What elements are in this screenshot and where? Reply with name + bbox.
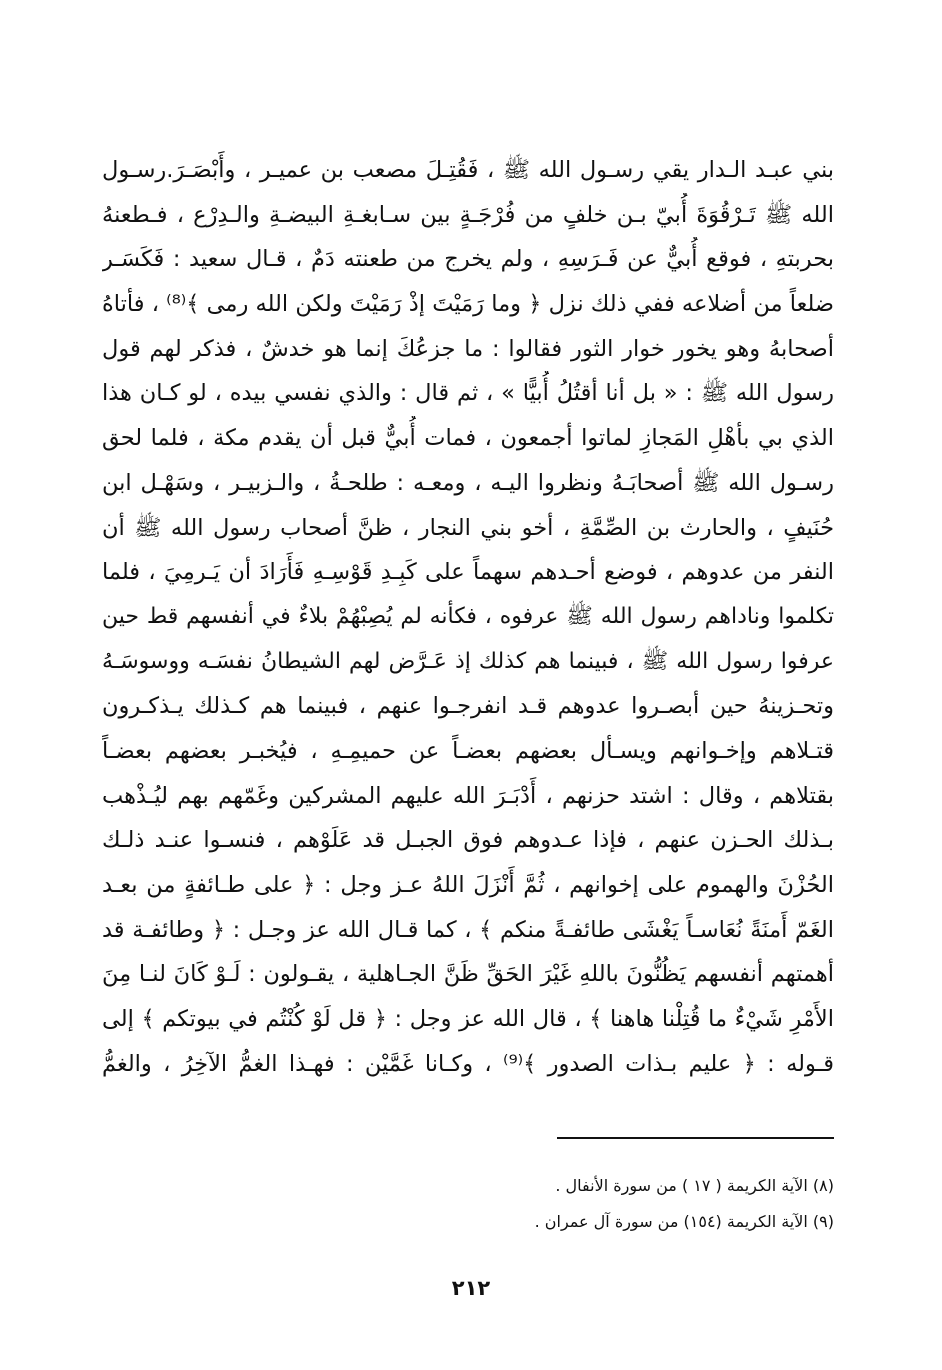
text-line: قتـلاهم وإخـوانهم ويسـأل بعضهم بعضـاً عن حميمِـهِ ، فيُخبـر بعضهم بعضـاً bbox=[102, 737, 834, 764]
text-line: وتحـزينهُ حين أبصـروا عدوهم قـد انفرجـوا عنهم ، فبينما هم كـذلك يـذكـرون bbox=[102, 693, 834, 720]
text-line: قـوله : ﴿ عليم بـذات الصدور ﴾⁽⁹⁾ ، وكـانا غَمَّيْن : فهـذا الغمُّ الآخِرُ ، والغمُّ bbox=[102, 1050, 834, 1077]
text-line: الحُزْنَ والهموم على إخوانهم ، ثُمَّ أَنْزَلَ اللهُ عـز وجل : ﴿ على طـائفةٍ من بعـد bbox=[102, 872, 834, 898]
page-number: ٢١٢ bbox=[451, 1276, 491, 1300]
footnote-9: (٩) الآية الكريمة (١٥٤) من سورة آل عمران . bbox=[534, 1212, 834, 1231]
text-line: حُنَيفٍ ، والحارث بن الصِّمَّةِ ، أخو بني النجار ، ظنَّ أصحاب رسول الله ﷺ أن bbox=[102, 514, 834, 541]
footnote-separator bbox=[557, 1137, 834, 1139]
text-line: عرفوا رسول الله ﷺ ، فبينما هم كذلك إذ عَـرَّض لهم الشيطانُ نفسَـه ووسوسَـهُ bbox=[102, 648, 834, 674]
text-line: تكلموا وناداهم رسول الله ﷺ عرفوه ، فكأنه لم يُصِبْهُمْ بلاءٌ في أنفسهم قط حين bbox=[102, 603, 834, 629]
text-line: النفر من عدوهم ، فوضع أحـدهم سهماً على كَبِـدِ قَوْسِـهِ فَأَرَادَ أن يَـرمِيَ ، فلما bbox=[102, 559, 834, 586]
text-line: الغَمّ أَمنَةً نُعَاسـاً يَغْشَى طائفـةً منكم ﴾ ، كما قـال الله عز وجـل : ﴿ وطائفـة قد bbox=[102, 916, 834, 943]
text-line: بني عبـد الـدار يقي رسـول الله ﷺ ، فَقُتِـلَ مصعب بن عميـر ، وأَبْصَـرَ.رسـول bbox=[102, 157, 834, 183]
text-line: بقتلاهم ، وقال : اشتد حزنهم ، أَدْبَـرَ الله عليهم المشركين وغَمّهم بهم ليُـذْهب bbox=[102, 782, 834, 809]
text-line: الذي بي بأهْلِ المَجازِ لماتوا أجمعون ، فمات أُبيٌّ قبل أن يقدم مكة ، فلما لحق bbox=[102, 425, 834, 452]
text-line: بحربتهِ ، فوقع أُبيٌّ عن فَـرَسِهِ ، ولم يخرج من طعنته دَمٌ ، قـال سعيد : فَكَسَـر bbox=[102, 246, 834, 273]
text-line: بـذلك الحـزن عنهم ، فإذا عـدوهم فوق الجبـل قد عَلَوْهم ، فنسـوا عنـد ذلـك bbox=[102, 827, 834, 854]
text-line: ضلعاً من أضلاعه ففي ذلك نزل ﴿ وما رَمَيْتَ إذْ رَمَيْتَ ولكن الله رمى ﴾⁽⁸⁾ ، فأتاهُ bbox=[102, 291, 834, 318]
footnote-8: (٨) الآية الكريمة ( ١٧ ) من سورة الأنفال . bbox=[555, 1176, 834, 1195]
main-text-block bbox=[102, 148, 834, 1086]
text-line: أصحابهُ وهو يخور خوار الثور فقالوا : ما جزعُكَ إنما هو خدشٌ ، فذكر لهم قول bbox=[102, 335, 834, 362]
text-line: رسول الله ﷺ : « بل أنا أقتُلُ أُبيًّا » ، ثم قال : والذي نفسي بيده ، لو كـان هذا bbox=[102, 380, 834, 407]
text-line: أهمتهم أنفسهم يَظُنُّونَ باللهِ غَيْرَ الحَقِّ ظَنَّ الجـاهلية ، يقـولون : لَـوْ كَانَ لنـا مِنَ bbox=[102, 961, 834, 988]
footnotes-block bbox=[334, 1168, 834, 1240]
text-line: رسـول الله ﷺ أصحابَـهُ ونظروا اليـه ، ومعـه : طلحـةُ ، والـزبيـر ، وسَهْـل ابن bbox=[102, 469, 834, 496]
text-line: الأَمْرِ شَيْءٌ ما قُتِلْنا هاهنا ﴾ ، قال الله عز وجل : ﴿ قل لَوْ كُنْتُم في بيوتكم ﴾ إلى bbox=[102, 1006, 834, 1033]
text-line: الله ﷺ تَـرْقُوَةَ أُبيّ بـن خلفٍ من فُرْجَـةٍ بين سـابغـةِ البيضـةِ والـدِرْع ، فـطعنهُ bbox=[102, 201, 834, 228]
